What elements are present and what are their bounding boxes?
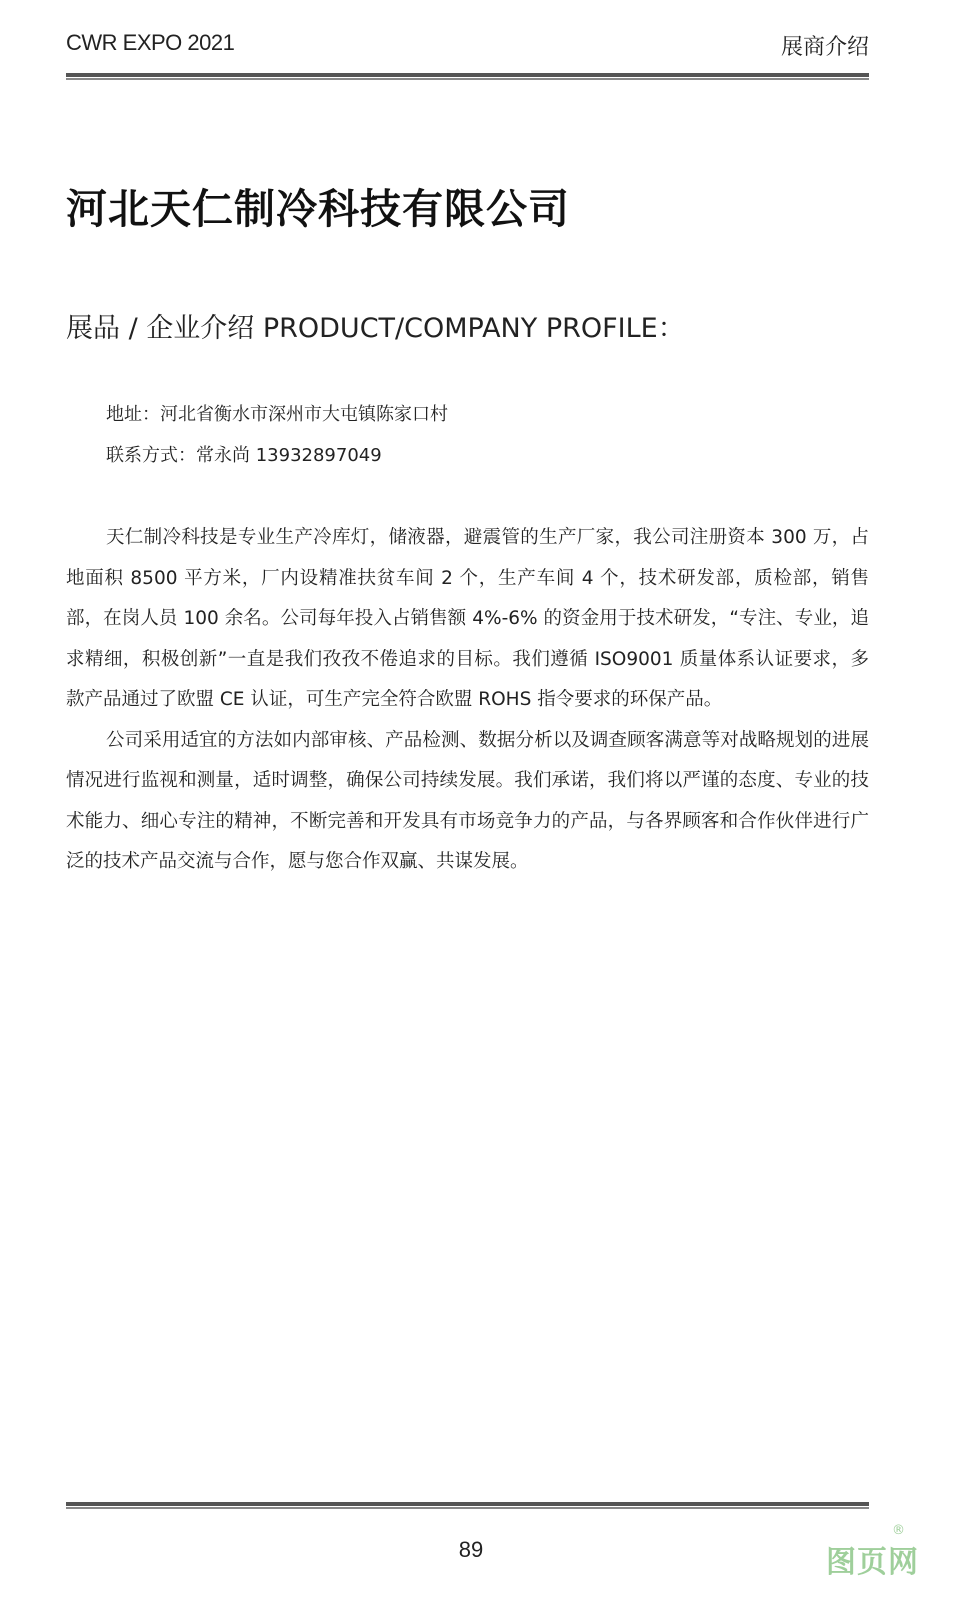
header-divider bbox=[66, 73, 869, 80]
header-section-label: 展商介绍 bbox=[780, 35, 869, 60]
watermark-text: 图页网 bbox=[826, 1545, 919, 1580]
contact-phone: 联系方式：常永尚 13932897049 bbox=[106, 445, 382, 466]
section-heading: 展品 / 企业介绍 PRODUCT/COMPANY PROFILE： bbox=[66, 313, 685, 344]
contact-address: 地址：河北省衡水市深州市大屯镇陈家口村 bbox=[106, 404, 448, 425]
company-profile-body bbox=[66, 518, 869, 883]
profile-paragraph-2: 公司采用适宜的方法如内部审核、产品检测、数据分析以及调查顾客满意等对战略规划的进展情况进行监视和测量，适时调整，确保公司持续发展。我们承诺，我们将以严谨的态度、专业的技术能力、细心专注的精神，不断完善和开发具有市场竞争力的产品，与各界顾客和合作伙伴进行广泛的技术产品交流与合作，愿与您合作双赢、共谋发展。 bbox=[66, 729, 869, 872]
watermark-logo bbox=[826, 1523, 936, 1587]
company-name: 河北天仁制冷科技有限公司 bbox=[66, 185, 570, 233]
profile-paragraph-1: 天仁制冷科技是专业生产冷库灯，储液器，避震管的生产厂家，我公司注册资本 300 万，占地面积 8500 平方米，厂内设精准扶贫车间 2 个，生产车间 4 个，技术研发部，质检部，销售部，在岗人员 100 余名。公司每年投入占销售额 4%-6% 的资金用于技术研发，“专注、专业，追求精细，积极创新”一直是我们孜孜不倦追求的目标。我们遵循 ISO9001 质量体系认证要求，多款产品通过了欧盟 CE 认证，可生产完全符合欧盟 ROHS 指令要求的环保产品。 bbox=[66, 527, 869, 710]
registered-mark-icon: ® bbox=[892, 1523, 905, 1538]
footer-divider bbox=[66, 1502, 869, 1509]
header-expo-title: CWR EXPO 2021 bbox=[66, 30, 235, 55]
page-number: 89 bbox=[458, 1537, 484, 1562]
